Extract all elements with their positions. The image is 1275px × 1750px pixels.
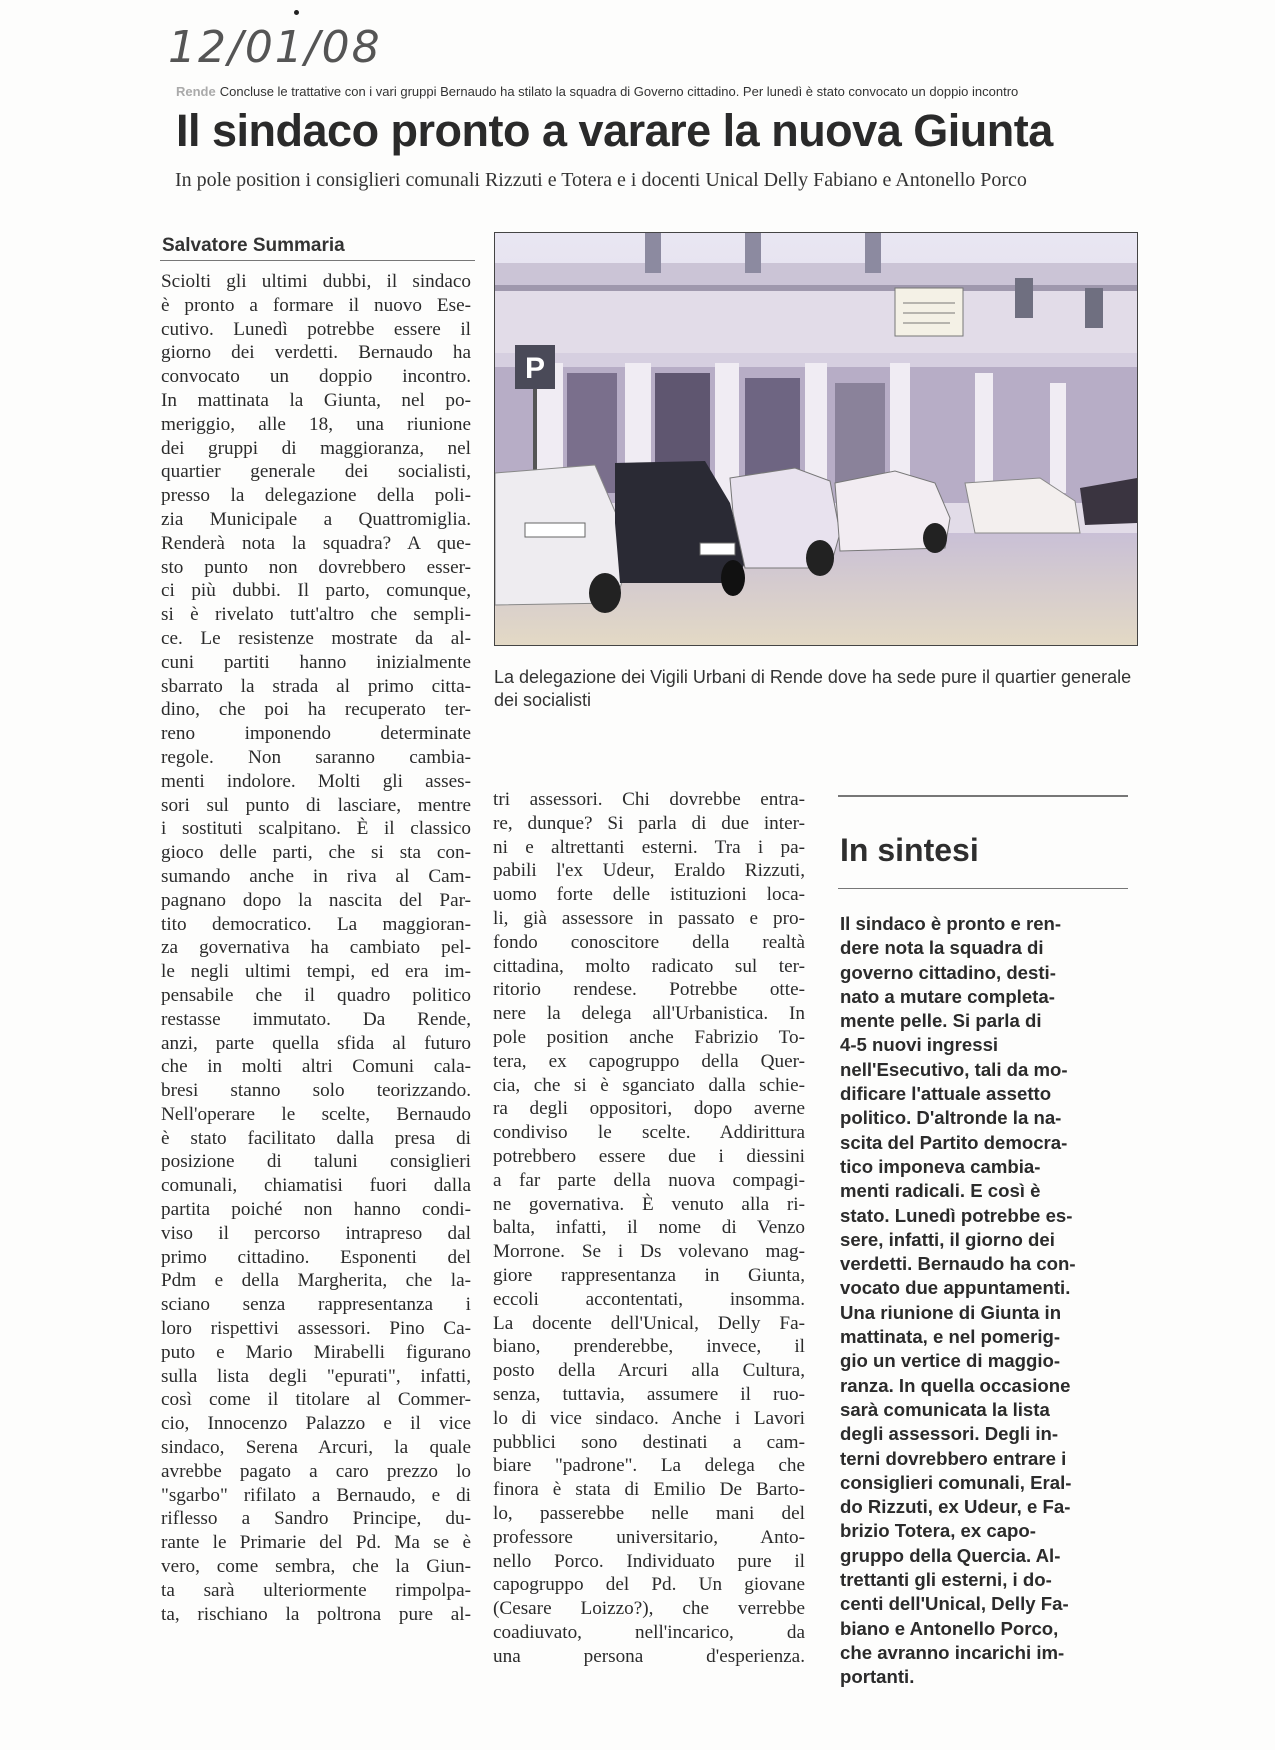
text-line: ta, rischiano la poltrona pure al- — [161, 1603, 471, 1625]
text-line: rante le Primarie del Pd. Ma se è — [161, 1532, 471, 1554]
text-line: presso la delegazione della poli- — [161, 485, 471, 507]
text-line: vero, come sembra, che la Giun- — [161, 1556, 471, 1578]
text-line: pole position anche Fabrizio To- — [493, 1026, 805, 1048]
text-line: ritorio rendese. Potrebbe otte- — [493, 979, 805, 1001]
text-line: portanti. — [840, 1666, 915, 1688]
text-line: nello Porco. Individuato pure il — [493, 1550, 805, 1572]
text-line: pensabile che il quadro politico — [161, 984, 471, 1006]
kicker-tag: Rende — [176, 84, 216, 99]
text-line: gio un vertice di maggio- — [840, 1350, 1061, 1372]
subhead: In pole position i consiglieri comunali Rizzuti e Totera e i docenti Unical Delly Fabiano e Antonello Porco — [175, 169, 1027, 191]
text-line: si è rivelato tutt'altro che sempli- — [161, 604, 471, 626]
text-line: 4-5 nuovi ingressi — [840, 1034, 999, 1056]
text-line: (Cesare Loizzo?), che verrebbe — [493, 1598, 805, 1620]
text-line: Nell'operare le scelte, Bernaudo — [161, 1103, 471, 1125]
text-line: tri assessori. Chi dovrebbe entra- — [493, 789, 805, 810]
text-line: Sciolti gli ultimi dubbi, il sindaco — [161, 271, 471, 292]
text-line: Renderà nota la squadra? A que- — [161, 532, 471, 554]
text-line: pubblici sono destinati a cam- — [493, 1431, 805, 1453]
text-line: convocato un doppio incontro. — [161, 366, 471, 388]
text-line: pabili l'ex Udeur, Eraldo Rizzuti, — [493, 860, 805, 882]
text-line: biare "padrone". La delega che — [493, 1455, 805, 1477]
text-line: i sostituti scalpitano. È il classico — [161, 818, 471, 840]
text-line: capogruppo del Pd. Un giovane — [493, 1574, 805, 1596]
text-line: zia Municipale a Quattromiglia. — [161, 508, 471, 530]
text-line: riflesso a Sandro Principe, du- — [161, 1508, 471, 1530]
text-line: posto della Arcuri alla Cultura, — [493, 1360, 805, 1382]
text-line: re, dunque? Si parla di due inter- — [493, 812, 805, 834]
text-line: quartier generale dei socialisti, — [161, 461, 471, 483]
text-line: comunali, chiamatisi fuori dalla — [161, 1175, 471, 1197]
parking-sign: P — [524, 352, 546, 385]
text-line: ne governativa. È venuto alla ri- — [493, 1193, 805, 1215]
sidebar-title: In sintesi — [840, 832, 979, 868]
photo-caption: La delegazione dei Vigili Urbani di Rende dove ha sede pure il quartier generale dei socialisti — [494, 667, 1132, 710]
byline-rule — [160, 260, 475, 261]
text-line: sere, infatti, il giorno dei — [840, 1228, 1055, 1250]
text-line: dere nota la squadra di — [840, 937, 1044, 959]
text-line: tico imponeva cambia- — [840, 1155, 1041, 1177]
text-line: sumando anche in riva al Cam- — [161, 865, 471, 887]
text-line: mattinata, e nel pomerig- — [840, 1326, 1061, 1348]
text-line: mente pelle. Si parla di — [840, 1010, 1042, 1032]
article-column-1 — [161, 270, 471, 1626]
text-line: eccoli accontentati, insomma. — [493, 1288, 805, 1310]
text-line: ra degli oppositori, dopo averne — [493, 1098, 805, 1120]
text-line: stato. Lunedì potrebbe es- — [840, 1204, 1073, 1226]
text-line: che in molti altri Comuni cala- — [161, 1056, 471, 1078]
text-line: scita del Partito democra- — [840, 1131, 1068, 1153]
text-line: reno imponendo determinate — [161, 723, 471, 745]
text-line: fondo conoscitore della realtà — [493, 931, 805, 953]
text-line: puto e Mario Mirabelli figurano — [161, 1341, 471, 1363]
text-line: sarà comunicata la lista — [840, 1398, 1050, 1420]
text-line: vocato due appuntamenti. — [840, 1277, 1071, 1299]
text-line: menti indolore. Molti gli asses- — [161, 770, 471, 792]
text-line: avrebbe pagato a caro prezzo lo — [161, 1460, 471, 1482]
article-column-2 — [493, 788, 805, 1668]
text-line: La docente dell'Unical, Delly Fa- — [493, 1312, 805, 1334]
text-line: tito democratico. La maggioran- — [161, 913, 471, 935]
text-line: ce. Le resistenze mostrate da al- — [161, 627, 471, 649]
text-line: professore universitario, Anto- — [493, 1526, 805, 1548]
text-line: lo, passerebbe nelle mani del — [493, 1502, 805, 1524]
text-line: Pdm e della Margherita, che la- — [161, 1270, 471, 1292]
text-line: biano e Antonello Porco, — [840, 1617, 1059, 1639]
text-line: Una riunione di Giunta in — [840, 1301, 1062, 1323]
text-line: giore rappresentanza in Giunta, — [493, 1264, 805, 1286]
text-line: potrebbero essere due i diessini — [493, 1145, 805, 1167]
text-line: cuni partiti hanno inizialmente — [161, 651, 471, 673]
text-line: a far parte della nuova compagi- — [493, 1169, 805, 1191]
text-line: regole. Non saranno cambia- — [161, 746, 471, 768]
sidebar-column — [840, 912, 1130, 1690]
text-line: za governativa ha cambiato pel- — [161, 937, 471, 959]
byline: Salvatore Summaria — [162, 235, 345, 256]
text-line: lo di vice sindaco. Anche i Lavori — [493, 1407, 805, 1429]
sidebar-rule-top — [838, 795, 1128, 797]
text-line: degli assessori. Degli in- — [840, 1423, 1059, 1445]
text-line: gruppo della Quercia. Al- — [840, 1544, 1061, 1566]
text-line: "sgarbo" rifilato a Bernaudo, e di — [161, 1484, 471, 1506]
text-line: centi dell'Unical, Delly Fa- — [840, 1593, 1069, 1615]
text-line: In mattinata la Giunta, nel po- — [161, 389, 471, 411]
text-line: biano, prenderebbe, invece, il — [493, 1336, 805, 1358]
text-line: tera, ex capogruppo della Quer- — [493, 1050, 805, 1072]
text-line: sulla lista degli "epurati", infatti, — [161, 1365, 471, 1387]
text-line: cutivo. Lunedì potrebbe essere il — [161, 318, 471, 340]
text-line: anzi, parte quella sfida al futuro — [161, 1032, 471, 1054]
text-line: è pronto a formare il nuovo Ese- — [161, 294, 471, 316]
text-line: Morrone. Se i Ds volevano mag- — [493, 1241, 805, 1263]
text-line: sto punto non dovrebbero esser- — [161, 556, 471, 578]
scan-dot — [294, 10, 299, 15]
text-line: cittadina, molto radicato sul ter- — [493, 955, 805, 977]
sidebar-rule — [838, 888, 1128, 889]
text-line: dino, che poi ha recuperato ter- — [161, 699, 471, 721]
text-line: Il sindaco è pronto e ren- — [840, 913, 1062, 934]
text-line: restasse immutato. Da Rende, — [161, 1008, 471, 1030]
text-line: è stato facilitato dalla presa di — [161, 1127, 471, 1149]
headline: Il sindaco pronto a varare la nuova Giunta — [176, 105, 1053, 156]
text-line: giorno dei verdetti. Bernaudo ha — [161, 342, 471, 364]
text-line: uomo forte delle istituzioni loca- — [493, 884, 805, 906]
text-line: le negli ultimi tempi, ed era im- — [161, 961, 471, 983]
text-line: nato a mutare completa- — [840, 985, 1055, 1007]
text-line: primo cittadino. Esponenti del — [161, 1246, 471, 1268]
text-line: dei gruppi di maggioranza, nel — [161, 437, 471, 459]
text-line: gioco delle parti, che si sta con- — [161, 842, 471, 864]
text-line: coadiuvato, nell'incarico, da — [493, 1621, 805, 1643]
text-line: dificare l'attuale assetto — [840, 1083, 1052, 1105]
text-line: finora è stata di Emilio De Barto- — [493, 1479, 805, 1501]
text-line: loro rispettivi assessori. Pino Ca- — [161, 1318, 471, 1340]
handwritten-date: 12/01/08 — [168, 22, 382, 73]
text-line: politico. D'altronde la na- — [840, 1107, 1062, 1129]
text-line: trettanti gli esterni, i do- — [840, 1569, 1052, 1591]
text-line: brizio Totera, ex capo- — [840, 1520, 1036, 1542]
text-line: ta sarà ulteriormente rimpolpa- — [161, 1579, 471, 1601]
text-line: bresi stanno solo teorizzando. — [161, 1080, 471, 1102]
text-line: viso il percorso intrapreso dal — [161, 1222, 471, 1244]
text-line: partita poiché non hanno condi- — [161, 1199, 471, 1221]
text-line: nell'Esecutivo, tali da mo- — [840, 1058, 1068, 1080]
text-line: terni dovrebbero entrare i — [840, 1447, 1067, 1469]
kicker — [176, 84, 1116, 99]
text-line: consiglieri comunali, Eral- — [840, 1471, 1072, 1493]
text-line: che avranno incarichi im- — [840, 1641, 1065, 1663]
text-line: li, già assessore in passato e pro- — [493, 907, 805, 929]
text-line: sciano senza rappresentanza i — [161, 1294, 471, 1316]
text-line: ni e altrettanti esterni. Tra i pa- — [493, 836, 805, 858]
text-line: ci più dubbi. Il parto, comunque, — [161, 580, 471, 602]
text-line: così come il titolare al Commer- — [161, 1389, 471, 1411]
text-line: ranza. In quella occasione — [840, 1374, 1071, 1396]
text-line: senza, tuttavia, assumere il ruo- — [493, 1383, 805, 1405]
text-line: cio, Innocenzo Palazzo e il vice — [161, 1413, 471, 1435]
text-line: balta, infatti, il nome di Venzo — [493, 1217, 805, 1239]
kicker-text: Concluse le trattative con i vari gruppi Bernaudo ha stilato la squadra di Governo cittadino. Per lunedì è stato convocato un doppio incontro — [219, 84, 1019, 99]
text-line: menti radicali. E così è — [840, 1180, 1041, 1202]
text-line: sbarrato la strada al primo citta- — [161, 675, 471, 697]
text-line: una persona d'esperienza. — [493, 1645, 805, 1667]
text-line: condiviso le scelte. Addirittura — [493, 1122, 805, 1144]
text-line: sori sul punto di lasciare, mentre — [161, 794, 471, 816]
text-line: cia, che si è sganciato dalla schie- — [493, 1074, 805, 1096]
text-line: meriggio, alle 18, una riunione — [161, 413, 471, 435]
text-line: pagnano dopo la nascita del Par- — [161, 889, 471, 911]
text-line: governo cittadino, desti- — [840, 961, 1056, 983]
text-line: sindaco, Serena Arcuri, la quale — [161, 1437, 471, 1459]
text-line: nere la delega all'Urbanistica. In — [493, 1003, 805, 1025]
text-line: do Rizzuti, ex Udeur, e Fa- — [840, 1496, 1071, 1518]
text-line: posizione di taluni consiglieri — [161, 1151, 471, 1173]
text-line: verdetti. Bernaudo ha con- — [840, 1253, 1076, 1275]
article-photo — [494, 232, 1138, 646]
